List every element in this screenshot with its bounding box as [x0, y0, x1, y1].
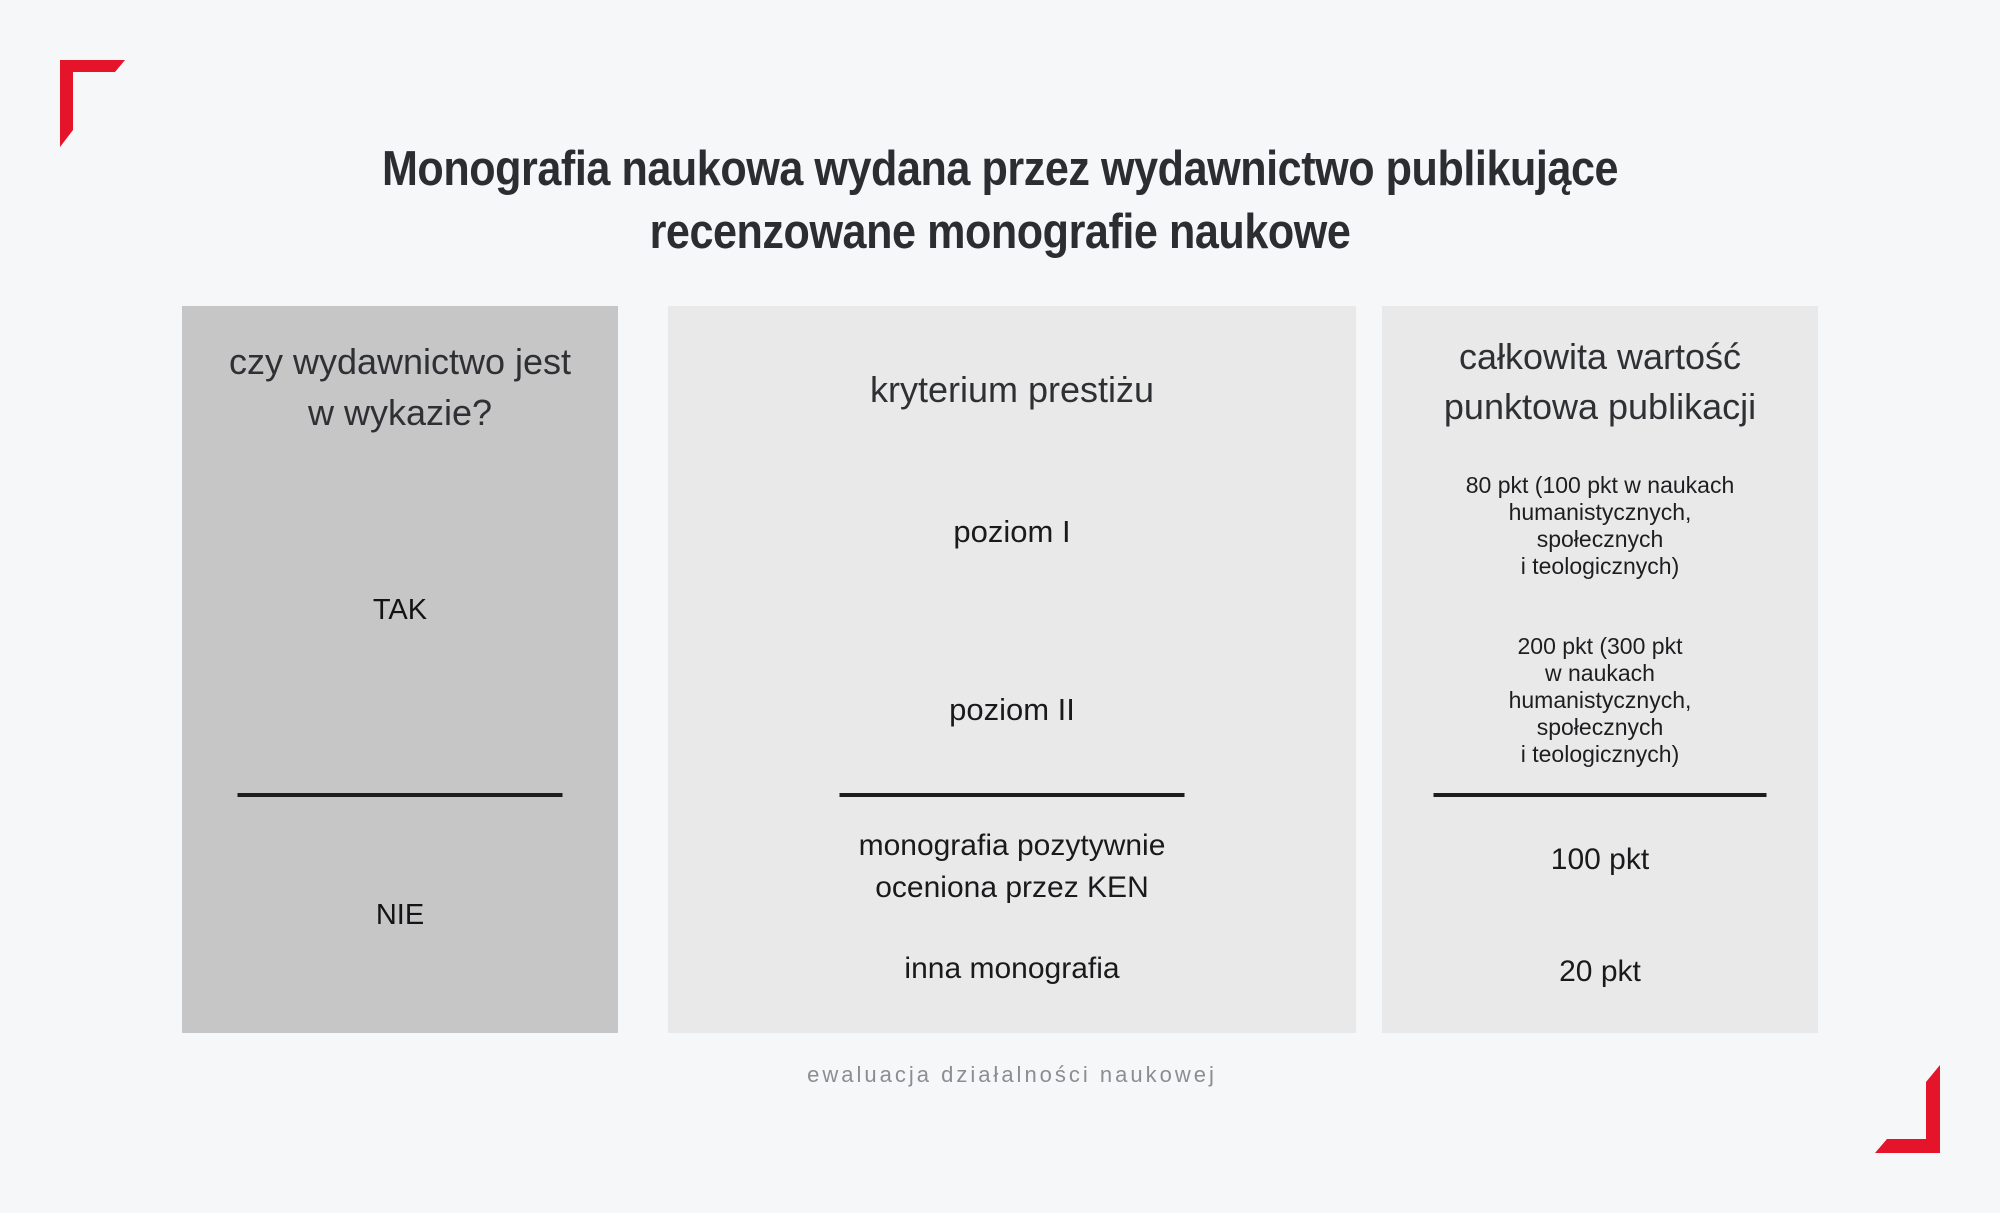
page-title: [120, 138, 1880, 264]
column-prestiz-header: kryterium prestiżu: [869, 369, 1155, 410]
prestiz-ken-label: [668, 825, 1356, 909]
page-title-line1: Monografia naukowa wydana przez wydawnictwo publikujące: [381, 142, 1619, 196]
column-wykaz-header: [182, 336, 618, 438]
punkty-level1-line2: humanistycznych,: [1508, 499, 1692, 525]
column-wykaz-header-line1: czy wydawnictwo jest: [228, 341, 572, 382]
wykaz-divider-line: [238, 793, 563, 797]
column-punkty: [1382, 306, 1818, 1033]
punkty-level2-line2: w naukach: [1545, 660, 1655, 686]
column-wykaz-header-line2: w wykazie?: [307, 392, 493, 433]
punkty-level2-line4: społecznych: [1536, 714, 1664, 740]
column-punkty-header: [1382, 332, 1818, 432]
column-prestiz: [668, 306, 1356, 1033]
punkty-level1-line4: i teologicznych): [1520, 553, 1680, 579]
punkty-divider-line: [1434, 793, 1767, 797]
punkty-level2-value: [1382, 633, 1818, 768]
page-title-line2: recenzowane monografie naukowe: [649, 205, 1351, 259]
column-wykaz: [182, 306, 618, 1033]
corner-mark-top-left-icon: [60, 60, 125, 147]
prestiz-level2-label: poziom II: [949, 692, 1075, 727]
punkty-level1-line1: 80 pkt (100 pkt w naukach: [1465, 472, 1735, 498]
wykaz-yes-label: TAK: [372, 594, 428, 626]
punkty-level2-line1: 200 pkt (300 pkt: [1517, 633, 1683, 659]
punkty-other-value: 20 pkt: [1559, 955, 1641, 988]
prestiz-level1-label: poziom I: [953, 514, 1071, 549]
prestiz-ken-line1: monografia pozytywnie: [858, 829, 1166, 862]
punkty-level2-line3: humanistycznych,: [1508, 687, 1692, 713]
column-punkty-header-line2: punktowa publikacji: [1443, 386, 1757, 427]
column-punkty-header-line1: całkowita wartość: [1458, 336, 1742, 377]
footer-caption: ewaluacja działalności naukowej: [807, 1062, 1217, 1087]
prestiz-ken-line2: oceniona przez KEN: [875, 871, 1149, 904]
prestiz-other-label: inna monografia: [904, 952, 1120, 985]
wykaz-no-label: NIE: [375, 899, 425, 931]
punkty-level2-line5: i teologicznych): [1520, 741, 1680, 767]
corner-mark-bottom-right-icon: [1875, 1065, 1940, 1153]
punkty-level1-line3: społecznych: [1536, 526, 1664, 552]
punkty-level1-value: [1382, 472, 1818, 580]
prestiz-divider-line: [840, 793, 1185, 797]
punkty-ken-value: 100 pkt: [1550, 843, 1650, 876]
